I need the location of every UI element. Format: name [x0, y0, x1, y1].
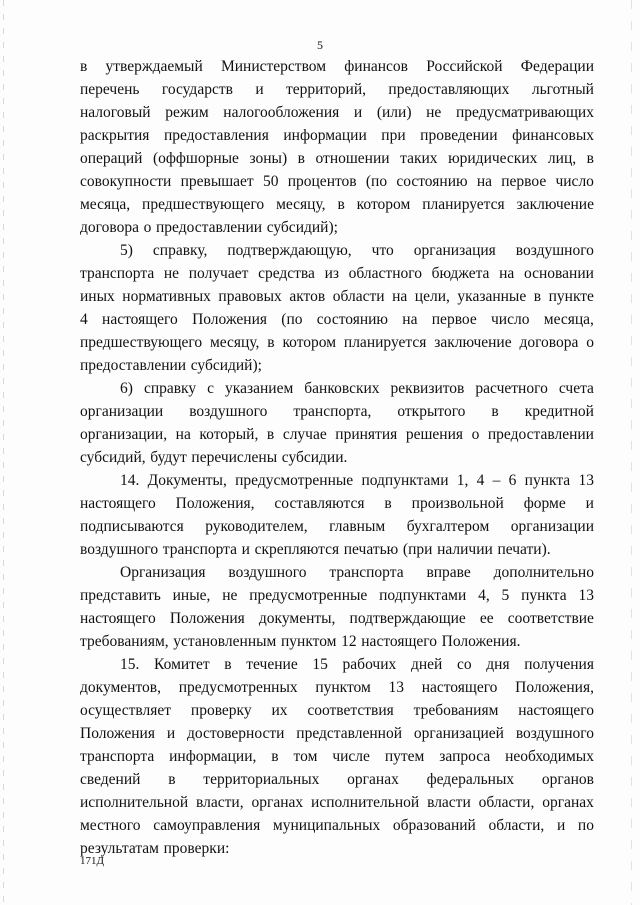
word: справку	[143, 380, 197, 397]
word: требованиям	[413, 702, 499, 719]
word: и	[556, 817, 566, 834]
word: число	[491, 311, 530, 328]
word: в	[533, 288, 542, 305]
word: руководителем,	[205, 518, 308, 535]
word: актов	[289, 288, 326, 305]
word: о	[586, 334, 594, 351]
word: Комитет	[154, 656, 210, 673]
word: требованиям,	[80, 633, 169, 650]
word: принятия	[335, 426, 398, 443]
word: в	[337, 196, 345, 213]
word: режим	[165, 104, 209, 121]
text-line	[80, 400, 594, 423]
word: отношении	[315, 150, 390, 167]
word: (по	[281, 311, 303, 328]
word: совокупности	[80, 173, 172, 190]
word: дней	[410, 656, 443, 673]
word: указанные	[457, 288, 527, 305]
word: процентов	[287, 173, 357, 190]
word: документы,	[258, 610, 336, 627]
word: Положения	[169, 610, 245, 627]
text-line	[80, 676, 594, 699]
word: 4	[80, 311, 88, 328]
word: вправе	[426, 564, 471, 581]
word: Федерации	[520, 58, 594, 75]
word: бюджета	[431, 265, 490, 282]
word: на	[499, 265, 515, 282]
paragraph	[80, 469, 594, 561]
word: исполнительной	[80, 794, 189, 811]
word: Документы,	[147, 472, 227, 489]
word: путем	[384, 748, 425, 765]
word: банковских	[304, 380, 380, 397]
word: 50	[262, 173, 279, 190]
word: раскрытия	[80, 127, 150, 144]
word: получает	[188, 265, 249, 282]
word: территорий,	[286, 81, 367, 98]
paragraph	[80, 55, 594, 239]
word: утверждаемый	[105, 58, 203, 75]
paragraph	[80, 239, 594, 377]
word: проведении	[420, 127, 498, 144]
word: подтверждающую,	[227, 242, 352, 259]
word: 13	[578, 587, 594, 604]
word: настоящего	[80, 495, 156, 512]
word: –	[492, 472, 501, 489]
word: установленным	[173, 633, 277, 650]
word: предусматривающих	[455, 104, 594, 121]
word: 6)	[120, 380, 133, 397]
word: бухгалтером	[406, 518, 490, 535]
word: указанием	[225, 380, 294, 397]
text-line	[80, 630, 594, 653]
text-line	[80, 239, 594, 262]
word: печатью	[343, 541, 399, 558]
word: решения	[405, 426, 463, 443]
text-line	[80, 837, 594, 860]
word: 1,	[456, 472, 469, 489]
word: котором	[282, 334, 337, 351]
word: настоящего	[80, 610, 156, 627]
word: в	[586, 150, 594, 167]
word: представленной	[296, 725, 402, 742]
word: течение	[246, 656, 298, 673]
word: достоверности	[186, 725, 285, 742]
word: власти,	[196, 794, 244, 811]
word: который,	[199, 426, 259, 443]
word: котором	[356, 196, 411, 213]
word: областного	[348, 265, 422, 282]
word: состоянию	[396, 173, 468, 190]
word: финансовых	[512, 127, 594, 144]
word: цели,	[414, 288, 450, 305]
word: воздушного	[228, 564, 307, 581]
word: льготный	[531, 81, 594, 98]
word: Положения	[80, 725, 155, 742]
word: на	[402, 311, 418, 328]
word: числе	[332, 748, 370, 765]
word: со	[456, 656, 472, 673]
word: соответствие	[507, 610, 594, 627]
word: соответствия	[307, 702, 394, 719]
word: воздушного	[80, 541, 159, 558]
word: Организация	[120, 564, 206, 581]
text-line	[80, 308, 594, 331]
word: в	[80, 58, 88, 75]
word: предусмотренные	[235, 472, 354, 489]
word: организации	[80, 403, 164, 420]
text-line	[80, 653, 594, 676]
word: государств	[161, 81, 233, 98]
word: реквизитов	[390, 380, 465, 397]
text-line	[80, 193, 594, 216]
word: органах	[347, 771, 399, 788]
word: 4	[476, 472, 485, 489]
word: и	[353, 104, 363, 121]
word: органах	[542, 794, 594, 811]
word: нормативных	[122, 288, 211, 305]
word: перечень	[80, 81, 140, 98]
word: расчетного	[475, 380, 548, 397]
word: власти	[427, 794, 471, 811]
word: настоящего	[102, 311, 178, 328]
word: органах	[251, 794, 304, 811]
word: в	[297, 150, 305, 167]
word: месяца,	[543, 311, 594, 328]
word: (или)	[376, 104, 412, 121]
word: рабочих	[342, 656, 397, 673]
text-line	[80, 492, 594, 515]
word: 14.	[120, 472, 140, 489]
word: образований	[392, 817, 476, 834]
word: организации,	[80, 426, 168, 443]
word: месяца,	[80, 196, 131, 213]
text-line	[80, 262, 594, 285]
text-line	[80, 170, 594, 193]
text-line	[80, 722, 594, 745]
word: лиц,	[547, 150, 577, 167]
word: о	[143, 219, 152, 236]
text-line	[80, 216, 594, 239]
word: при	[381, 127, 406, 144]
word: основании	[523, 265, 594, 282]
text-line	[80, 331, 594, 354]
word: скрепляются	[254, 541, 340, 558]
word: правовых	[218, 288, 282, 305]
text-line	[80, 147, 594, 170]
word: их	[271, 702, 288, 719]
word: Российской	[426, 58, 503, 75]
word: подпунктами	[379, 587, 467, 604]
word: пункта	[524, 472, 571, 489]
word: (по	[365, 173, 388, 190]
word: 5)	[120, 242, 133, 259]
word: и	[585, 495, 594, 512]
word: организация	[413, 242, 496, 259]
word: в	[267, 334, 275, 351]
text-line	[80, 515, 594, 538]
footer-document-code: 171Д	[80, 855, 105, 867]
word: проверку	[190, 702, 252, 719]
word: средства	[258, 265, 315, 282]
word: предусмотренных	[178, 679, 298, 696]
text-line	[80, 124, 594, 147]
word: (при	[402, 541, 433, 558]
word: настоящего	[361, 633, 438, 650]
word: субсидий);	[266, 219, 338, 236]
word: таких	[400, 150, 438, 167]
word: транспорта,	[293, 403, 372, 420]
text-line	[80, 768, 594, 791]
word: в	[271, 748, 279, 765]
word: области	[332, 288, 385, 305]
word: состоянию	[316, 311, 389, 328]
text-line	[80, 354, 594, 377]
scan-edge-right	[631, 0, 632, 905]
word: области,	[488, 817, 545, 834]
word: первое	[501, 173, 547, 190]
text-line	[80, 285, 594, 308]
word: налогообложения	[223, 104, 340, 121]
word: 5	[501, 587, 510, 604]
word: информации,	[169, 748, 257, 765]
text-line	[80, 607, 594, 630]
word: заключение	[434, 334, 512, 351]
word: месяцу,	[209, 334, 260, 351]
text-line	[80, 377, 594, 400]
word: на	[392, 288, 408, 305]
word: договора	[519, 334, 579, 351]
word: планируется	[343, 334, 427, 351]
word: и	[255, 81, 264, 98]
word: перечислены	[191, 449, 278, 466]
word: по	[577, 817, 594, 834]
word: Положения	[192, 311, 268, 328]
word: юридических	[448, 150, 538, 167]
word: не	[163, 265, 180, 282]
word: транспорта	[80, 748, 155, 765]
word: печати).	[497, 541, 551, 558]
word: подпунктами	[361, 472, 449, 489]
word: 6	[508, 472, 517, 489]
word: местного	[80, 817, 141, 834]
word: кредитной	[524, 403, 594, 420]
word: 13	[388, 679, 404, 696]
word: финансов	[344, 58, 409, 75]
word: настоящего	[518, 702, 594, 719]
text-line	[80, 55, 594, 78]
word: на	[476, 173, 492, 190]
word: 15	[312, 656, 328, 673]
word: предоставлении	[80, 357, 187, 374]
word: необходимых	[505, 748, 594, 765]
paragraph	[80, 377, 594, 469]
word: воздушного	[189, 403, 268, 420]
word: на	[175, 426, 191, 443]
word: пунктом	[315, 679, 371, 696]
word: том	[293, 748, 318, 765]
word: сведений	[80, 771, 141, 788]
word: число	[555, 173, 594, 190]
word: самоуправления	[153, 817, 261, 834]
word: субсидии.	[281, 449, 348, 466]
word: о	[471, 426, 480, 443]
text-line	[80, 101, 594, 124]
word: наличии	[437, 541, 493, 558]
word: представить	[80, 587, 161, 604]
text-line	[80, 561, 594, 584]
word: дополнительно	[493, 564, 594, 581]
word: открытого	[397, 403, 466, 420]
word: произвольной	[411, 495, 504, 512]
word: осуществляет	[80, 702, 172, 719]
word: в	[224, 656, 232, 673]
word: что	[371, 242, 394, 259]
word: настоящего	[421, 679, 498, 696]
word: результатам	[80, 840, 159, 857]
word: предшествующего	[142, 196, 265, 213]
word: пункта	[521, 587, 567, 604]
text-line	[80, 699, 594, 722]
word: (оффшорные	[152, 150, 239, 167]
text-line	[80, 78, 594, 101]
word: в	[168, 771, 176, 788]
word: 15.	[120, 656, 140, 673]
word: из	[324, 265, 339, 282]
word: субсидий);	[190, 357, 262, 374]
word: транспорта	[162, 541, 237, 558]
word: предоставляющих	[388, 81, 510, 98]
text-line	[80, 423, 594, 446]
word: органов	[541, 771, 594, 788]
word: запроса	[439, 748, 491, 765]
text-line	[80, 584, 594, 607]
word: 4,	[478, 587, 490, 604]
word: предоставления	[163, 127, 269, 144]
word: договора	[80, 219, 139, 236]
word: не	[426, 104, 442, 121]
word: не	[222, 587, 238, 604]
word: с	[207, 380, 215, 397]
word: операций	[80, 150, 143, 167]
word: и	[241, 541, 250, 558]
word: предоставлении	[487, 426, 594, 443]
text-line	[80, 791, 594, 814]
word: в	[266, 426, 275, 443]
scan-edge-left	[3, 0, 4, 905]
word: транспорта	[80, 265, 155, 282]
word: дня	[486, 656, 510, 673]
word: организацией	[413, 725, 504, 742]
word: главным	[329, 518, 386, 535]
word: информации	[283, 127, 367, 144]
word: муниципальных	[272, 817, 381, 834]
page-number: 5	[317, 38, 323, 52]
paragraph	[80, 561, 594, 653]
word: зоны)	[249, 150, 288, 167]
word: воздушного	[515, 725, 594, 742]
word: Положения,	[515, 679, 594, 696]
word: случае	[282, 426, 327, 443]
word: проверки:	[163, 840, 230, 857]
word: будут	[150, 449, 187, 466]
word: субсидий,	[80, 449, 146, 466]
word: заключение	[516, 196, 594, 213]
text-line	[80, 446, 594, 469]
word: превышает	[180, 173, 254, 190]
word: форме	[523, 495, 566, 512]
word: пункте	[548, 288, 594, 305]
word: документов,	[80, 679, 161, 696]
word: предшествующего	[80, 334, 203, 351]
word: составляются	[274, 495, 365, 512]
word: 13	[578, 472, 594, 489]
text-line	[80, 745, 594, 768]
word: планируется	[422, 196, 505, 213]
word: справку,	[152, 242, 208, 259]
word: первое	[431, 311, 477, 328]
word: транспорта	[329, 564, 404, 581]
document-body	[80, 55, 594, 860]
paragraph	[80, 653, 594, 860]
word: ее	[479, 610, 494, 627]
text-line	[80, 538, 594, 561]
word: территориальных	[203, 771, 320, 788]
word: Министерством	[220, 58, 327, 75]
word: месяцу,	[276, 196, 326, 213]
word: получения	[524, 656, 594, 673]
word: организации	[510, 518, 594, 535]
word: 12	[341, 633, 357, 650]
word: предусмотренные	[249, 587, 368, 604]
word: области,	[478, 794, 535, 811]
word: подписываются	[80, 518, 184, 535]
word: исполнительной	[311, 794, 420, 811]
word: воздушного	[515, 242, 594, 259]
word: предоставлении	[155, 219, 263, 236]
word: налоговый	[80, 104, 151, 121]
text-line	[80, 814, 594, 837]
word: в	[384, 495, 392, 512]
word: Положения,	[175, 495, 255, 512]
word: Положения.	[441, 633, 521, 650]
word: федеральных	[426, 771, 515, 788]
word: иные,	[172, 587, 211, 604]
word: подтверждающие	[349, 610, 466, 627]
word: пунктом	[280, 633, 337, 650]
word: счета	[558, 380, 594, 397]
word: и	[166, 725, 176, 742]
word: в	[491, 403, 499, 420]
word: иных	[80, 288, 115, 305]
text-line	[80, 469, 594, 492]
